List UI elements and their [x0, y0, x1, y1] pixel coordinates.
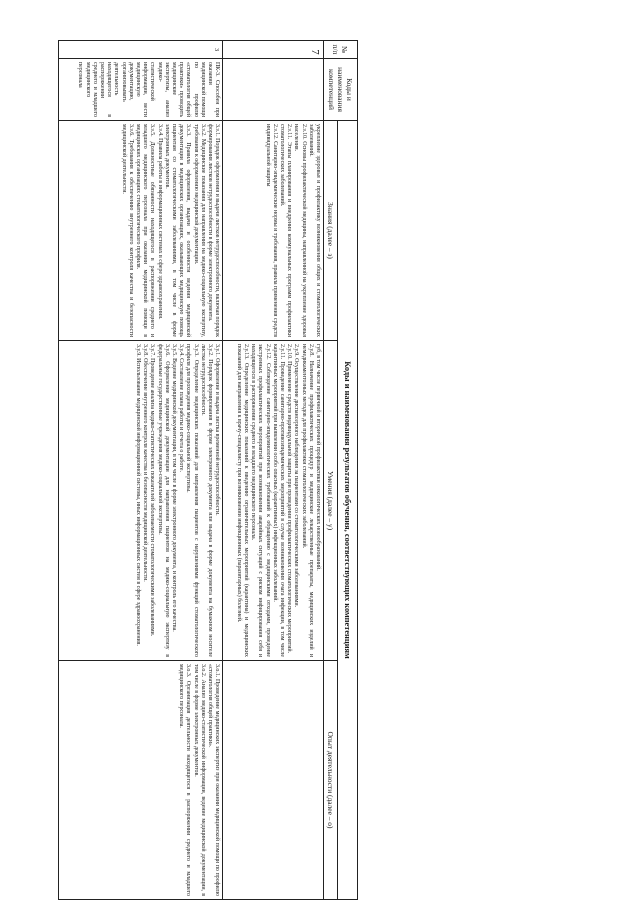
skills-item: 3.у.2. Порядок формирования в форме электронного документа или выдача в форме документа на бумажном носителе листка нетрудоспособности.	[199, 344, 214, 657]
experience-cell	[59, 661, 223, 900]
row-number: 3	[59, 41, 223, 59]
knowledge-cell	[223, 121, 324, 341]
skills-item: 2.у.8. Назначение профилактических процедур и медицинские лекарственные препараты, медицинских изделий и немедикаментозных методов для профилактики стоматологических заболеваний.	[300, 344, 314, 657]
skills-item: 3.у.8. Обеспечение внутреннего контроля качества и безопасности медицинской деятельности.	[142, 344, 149, 582]
row-number	[223, 41, 324, 59]
page-number: 7	[308, 49, 321, 55]
skills-cell	[223, 341, 324, 661]
knowledge-item: 3.з.2. Медицинские показания для направления на медико-социальную экспертизу, требования к оформлению медицинской документации.	[192, 124, 206, 337]
experience-item: 3.о.1. Проведение медицинских экспертиз при оказании медицинской помощи по профилю «стоматология общей практики».	[207, 664, 221, 896]
header-experience: Опыт деятельности (далее – о)	[324, 661, 338, 900]
skills-item: 3.у.9. Использование медицинской информационной системы, иных информационных систем в сфере здравоохранения.	[135, 344, 142, 646]
knowledge-item: 3.з.3. Правила оформления, выдачи и особенности ведения медицинской документации в медицинских организациях, оказывающих медицинскую помощь пациентам со стоматологическими заболеваниями, в том числе в форме электронных документов.	[163, 124, 192, 337]
knowledge-item: 2.з.11. Этапы планирования и внедрения коммунальных программ профилактики стоматологических заболеваний.	[278, 124, 293, 337]
header-results-group: Коды и наименования результатов обучения, соответствующих компетенциям	[338, 121, 358, 900]
knowledge-item: 3.з.4. Правила работы в информационных системах в сфере здравоохранения.	[156, 124, 163, 320]
skills-item: 2.у.12. Соблюдение санитарно-эпидемиологических требований к обращению с медицинскими отходами, проведение экстренных профилактических мероприятий при возникновении аварийных ситуаций с риском инфицирования себя и находящегося в распоряжении среднего и младшего медицинского персонала.	[250, 344, 271, 657]
header-knowledge: Знания (далее – з)	[324, 121, 338, 341]
header-num: № п/п	[324, 41, 358, 59]
knowledge-item: 3.з.5. Должностные обязанности находящегося в распоряжении среднего и младшего медицинского персонала при оказании медицинской помощи в медицинских организациях стоматологического профиля.	[135, 124, 156, 337]
skills-item: 2.у.13. Определение медицинских показаний к введению ограничительных мероприятий (карантина) и медицинских показаний для направления к врачу-специалисту при возникновении инфекционных (паразитарных) болезней.	[235, 344, 249, 657]
header-skills: Умения (далее – у)	[324, 341, 338, 661]
skills-item: 3.у.4. Составление плана работы и отчета о работе.	[178, 344, 185, 472]
table-row	[223, 41, 324, 900]
header-codes: Коды и наименования компетенций	[324, 59, 358, 121]
experience-cell	[223, 661, 324, 900]
knowledge-item: 3.з.1. Порядок оформления и выдачи листков нетрудоспособности, включая порядок формирования листков нетрудоспособности в форме электронного документа.	[207, 124, 221, 337]
knowledge-item: 2.з.10. Основы профилактической медицины, направленной на укрепление здоровья населения.	[293, 124, 307, 337]
skills-item: 3.у.7. Проведение анализа медико-статистических показателей заболеваемости стоматологическими заболеваниями.	[149, 344, 156, 637]
knowledge-item: укрепление здоровья и профилактику возникновения общих и стоматологических заболеваний.	[307, 124, 321, 337]
skills-item: 3.у.5. Ведение медицинской документации, в том числе в форме электронного документа, и контроль его качества.	[171, 344, 178, 632]
competency-table	[58, 40, 358, 900]
skills-item: губ, в том числе первичной и вторичной профилактики онкологических новообразований.	[315, 344, 321, 571]
knowledge-cell	[59, 121, 223, 341]
competency-table-rotated	[58, 40, 358, 900]
knowledge-item: 3.з.6. Требования к обеспечению внутреннего контроля качества и безопасности медицинской деятельности.	[120, 124, 134, 337]
experience-item: 3.о.2. Анализ медико-статистической информации, ведение медицинской документации, в том числе в форме электронных документов.	[192, 664, 206, 896]
skills-item: 3.у.3. Определение медицинских показаний для направления пациентов с нарушениями функций стоматологического профиля для прохождения медико-социальной экспертизы.	[185, 344, 199, 657]
skills-cell	[59, 341, 223, 661]
table-body	[59, 41, 324, 900]
skills-item: 3.у.6. Оформление медицинской документации для направления пациентов на медико-социальную экспертизу в федеральные государственные учреждения медико-социальной экспертизы.	[156, 344, 170, 657]
experience-item: 3.о.3. Организация деятельности находящегося в распоряжении среднего и младшего медицинского персонала.	[178, 664, 192, 896]
knowledge-item: 2.з.12. Санитарно-эпидемические нормы и требования, правила применения средств индивидуальной защиты	[264, 124, 278, 337]
skills-item: 2.у.11. Проведение санитарно-противоэпидемических мероприятий в случае возникновения очага инфекции, в том числе карантинных мероприятий при выявлении особо опасных (карантинных) инфекционных заболеваний.	[271, 344, 285, 657]
competency-code: ПК-3. Способен при оказании медицинской помощи по профилю «стоматология общей практики» проводить медицинские экспертизы, анализ медико-статистической информации, вести медицинскую документацию, организовывать деятельность находящегося в распоряжении среднего и младшего медицинского персонала	[59, 59, 223, 121]
skills-item: 2.у.9. Осуществление диспансерного наблюдения за пациентами со стоматологическими заболеваниями.	[293, 344, 300, 608]
skills-item: 2.у.10. Применение средств индивидуальной защиты при проведении профилактических стоматологических мероприятий.	[286, 344, 293, 654]
skills-item: 3.у.1. Оформление и выдача листка временной нетрудоспособности.	[214, 344, 221, 516]
competency-code	[223, 59, 324, 121]
table-row	[59, 41, 223, 900]
